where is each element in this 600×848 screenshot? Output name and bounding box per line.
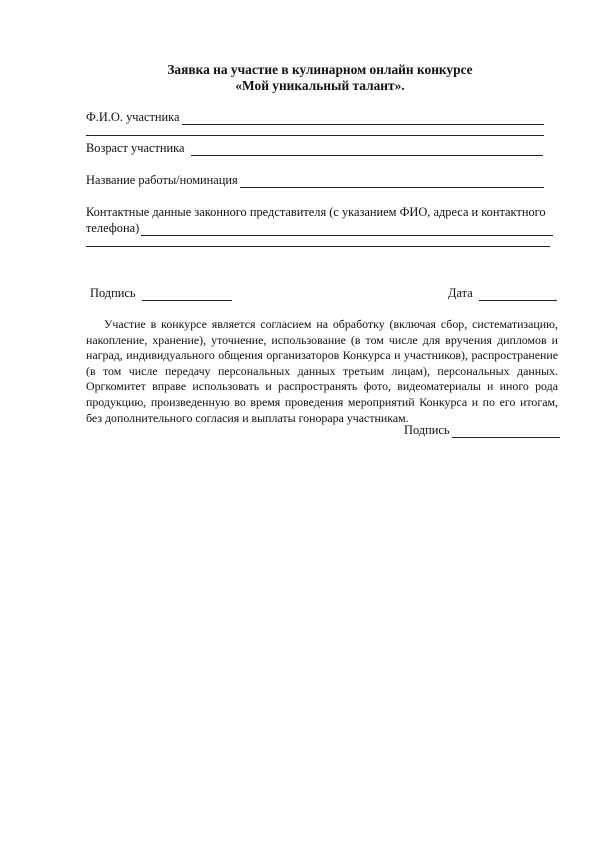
signature-label: Подпись — [90, 286, 136, 300]
fio-fill-line[interactable] — [182, 113, 544, 125]
signature-fill-line[interactable] — [142, 289, 232, 301]
contact-fill-line[interactable] — [141, 224, 553, 236]
contact-field-row — [86, 221, 553, 236]
form-title-line1: Заявка на участие в кулинарном онлайн конкурсе — [167, 62, 473, 77]
fio-field-row — [86, 110, 544, 125]
age-fill-line[interactable] — [191, 144, 543, 156]
contact-label-line2: телефона) — [86, 221, 140, 235]
age-label: Возраст участника — [86, 141, 185, 155]
date-fill-line[interactable] — [479, 289, 557, 301]
contact-label-line1: Контактные данные законного представителя (с указанием ФИО, адреса и контактного — [86, 205, 546, 219]
work-fill-line[interactable] — [240, 176, 544, 188]
fio-label: Ф.И.О. участника — [86, 110, 180, 124]
fio-continuation-line[interactable] — [86, 135, 544, 136]
contact-continuation-line[interactable] — [86, 246, 550, 247]
signature-row — [90, 286, 232, 301]
consent-paragraph: Участие в конкурсе является согласием на обработку (включая сбор, систематизацию, накопление, хранение), уточнение, использование (в том числе для вручения дипломов и наград, индивидуального общения организаторов Конкурса и участников), распространение (в том числе передачу персональных данных третьим лицам), персональных данных. Оргкомитет вправе использовать и распространять фото, видеоматериалы и иного рода продукцию, произведенную во время проведения мероприятий Конкурса и по его итогам, без дополнительного согласия и выплаты гонорара участникам. — [86, 317, 558, 425]
final-signature-row — [404, 423, 560, 438]
final-signature-fill-line[interactable] — [452, 426, 560, 438]
date-row — [448, 286, 557, 301]
age-field-row — [86, 141, 543, 156]
date-label: Дата — [448, 286, 473, 300]
work-field-row — [86, 173, 544, 188]
final-signature-label: Подпись — [404, 423, 450, 437]
form-title-line2: «Мой уникальный талант». — [235, 78, 405, 93]
work-label: Название работы/номинация — [86, 173, 238, 187]
